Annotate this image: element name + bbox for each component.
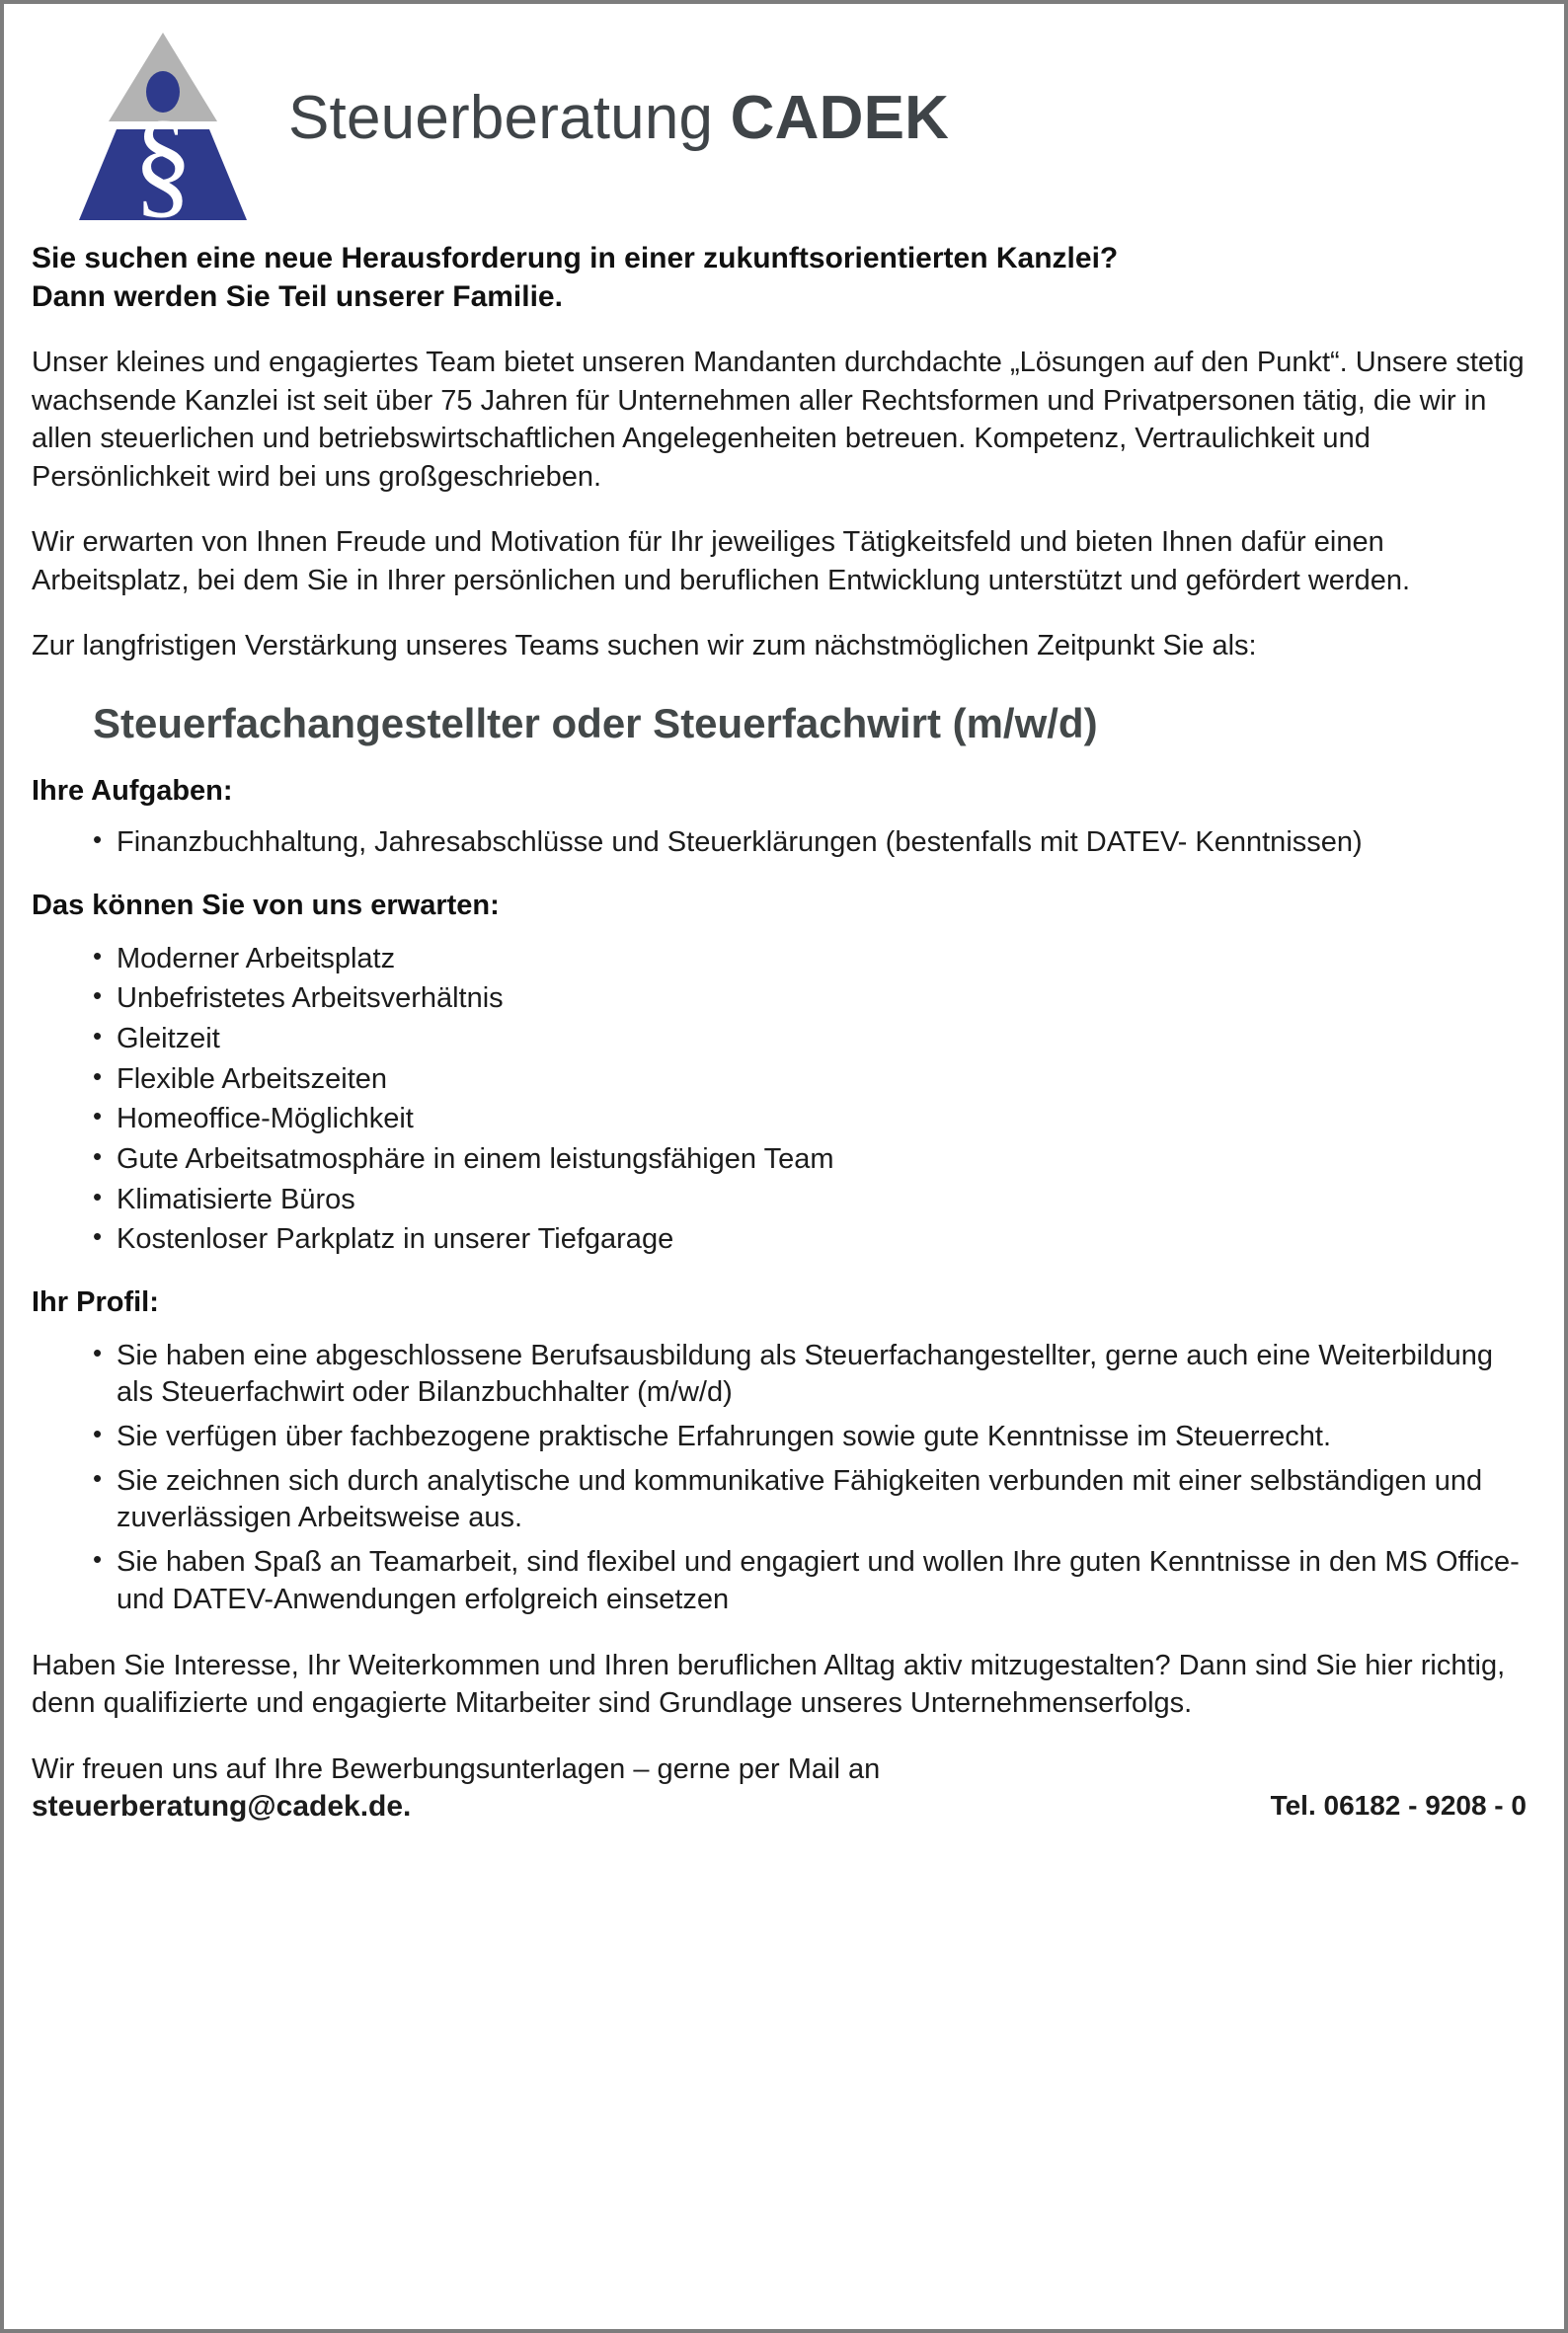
- list-item: • Gleitzeit: [93, 1021, 1536, 1058]
- lead-heading: [32, 239, 1536, 316]
- list-item: • Flexible Arbeitszeiten: [93, 1061, 1536, 1099]
- list-item: • Sie verfügen über fachbezogene praktische Erfahrungen sowie gute Kenntnisse im Steuerrecht.: [93, 1419, 1536, 1456]
- closing-paragraph: Haben Sie Interesse, Ihr Weiterkommen und Ihren beruflichen Alltag aktiv mitzugestalten? Dann sind Sie hier richtig, denn qualifizierte und engagierte Mitarbeiter sind Grundlage unseres Unternehmenserfolgs.: [32, 1649, 1506, 1720]
- lead-line-1: Sie suchen eine neue Herausforderung in einer zukunftsorientierten Kanzlei?: [32, 242, 1119, 274]
- page-header: [32, 18, 1536, 233]
- brand-prefix: Steuerberatung: [288, 83, 731, 152]
- lead-line-2: Dann werden Sie Teil unserer Familie.: [32, 280, 563, 313]
- brand-title: [288, 83, 949, 169]
- list-item: • Moderner Arbeitsplatz: [93, 941, 1536, 978]
- intro-paragraph-1: Unser kleines und engagiertes Team bietet unseren Mandanten durchdachte „Lösungen auf den Punkt“. Unsere stetig wachsende Kanzlei ist seit über 75 Jahren für Unternehmen aller Rechtsformen und Privatpersonen tätig, die wir in allen steuerlichen und betriebswirtschaftlichen Angelegenheiten betreuen. Kompetenz, Vertraulichkeit und Persönlichkeit wird bei uns großgeschrieben.: [32, 347, 1525, 493]
- list-item: • Unbefristetes Arbeitsverhältnis: [93, 980, 1536, 1018]
- list-item: • Finanzbuchhaltung, Jahresabschlüsse und Steuerklärungen (bestenfalls mit DATEV- Kenntnissen): [93, 824, 1536, 862]
- list-item: • Gute Arbeitsatmosphäre in einem leistungsfähigen Team: [93, 1141, 1536, 1179]
- email-address[interactable]: steuerberatung@cadek.de.: [32, 1790, 412, 1824]
- pyramid-paragraph-logo-icon: [69, 25, 257, 227]
- intro-paragraph-2: Wir erwarten von Ihnen Freude und Motivation für Ihr jeweiliges Tätigkeitsfeld und bieten Ihnen dafür einen Arbeitsplatz, bei dem Sie in Ihrer persönlichen und beruflichen Entwicklung unterstützt und gefördert werden.: [32, 526, 1411, 596]
- list-item: • Homeoffice-Möglichkeit: [93, 1101, 1536, 1138]
- profile-list: [32, 1338, 1536, 1619]
- tasks-heading: Ihre Aufgaben:: [32, 775, 233, 808]
- list-item: • Klimatisierte Büros: [93, 1182, 1536, 1219]
- list-item: • Sie haben eine abgeschlossene Berufsausbildung als Steuerfachangestellter, gerne auch eine Weiterbildung als Steuerfachwirt oder Bilanzbuchhalter (m/w/d): [93, 1338, 1536, 1412]
- contact-footer: [32, 1790, 1536, 1824]
- profile-heading: Ihr Profil:: [32, 1286, 159, 1319]
- apply-line: Wir freuen uns auf Ihre Bewerbungsunterlagen – gerne per Mail an: [32, 1752, 881, 1785]
- brand-name: CADEK: [730, 83, 950, 152]
- list-item: • Kostenloser Parkplatz in unserer Tiefgarage: [93, 1221, 1536, 1259]
- list-item: • Sie zeichnen sich durch analytische und kommunikative Fähigkeiten verbunden mit einer selbständigen und zuverlässigen Arbeitsweise aus.: [93, 1463, 1536, 1537]
- tasks-list: [32, 824, 1536, 862]
- job-title: Steuerfachangestellter oder Steuerfachwirt (m/w/d): [93, 699, 1098, 746]
- intro-paragraph-3: Zur langfristigen Verstärkung unseres Teams suchen wir zum nächstmöglichen Zeitpunkt Sie als:: [32, 630, 1257, 662]
- svg-text:§: §: [132, 95, 194, 227]
- benefits-heading: Das können Sie von uns erwarten:: [32, 889, 500, 921]
- phone-number[interactable]: Tel. 06182 - 9208 - 0: [1270, 1790, 1527, 1822]
- list-item: • Sie haben Spaß an Teamarbeit, sind flexibel und engagiert und wollen Ihre guten Kenntnisse in den MS Office- und DATEV-Anwendungen erfolgreich einsetzen: [93, 1544, 1536, 1618]
- benefits-list: [32, 941, 1536, 1260]
